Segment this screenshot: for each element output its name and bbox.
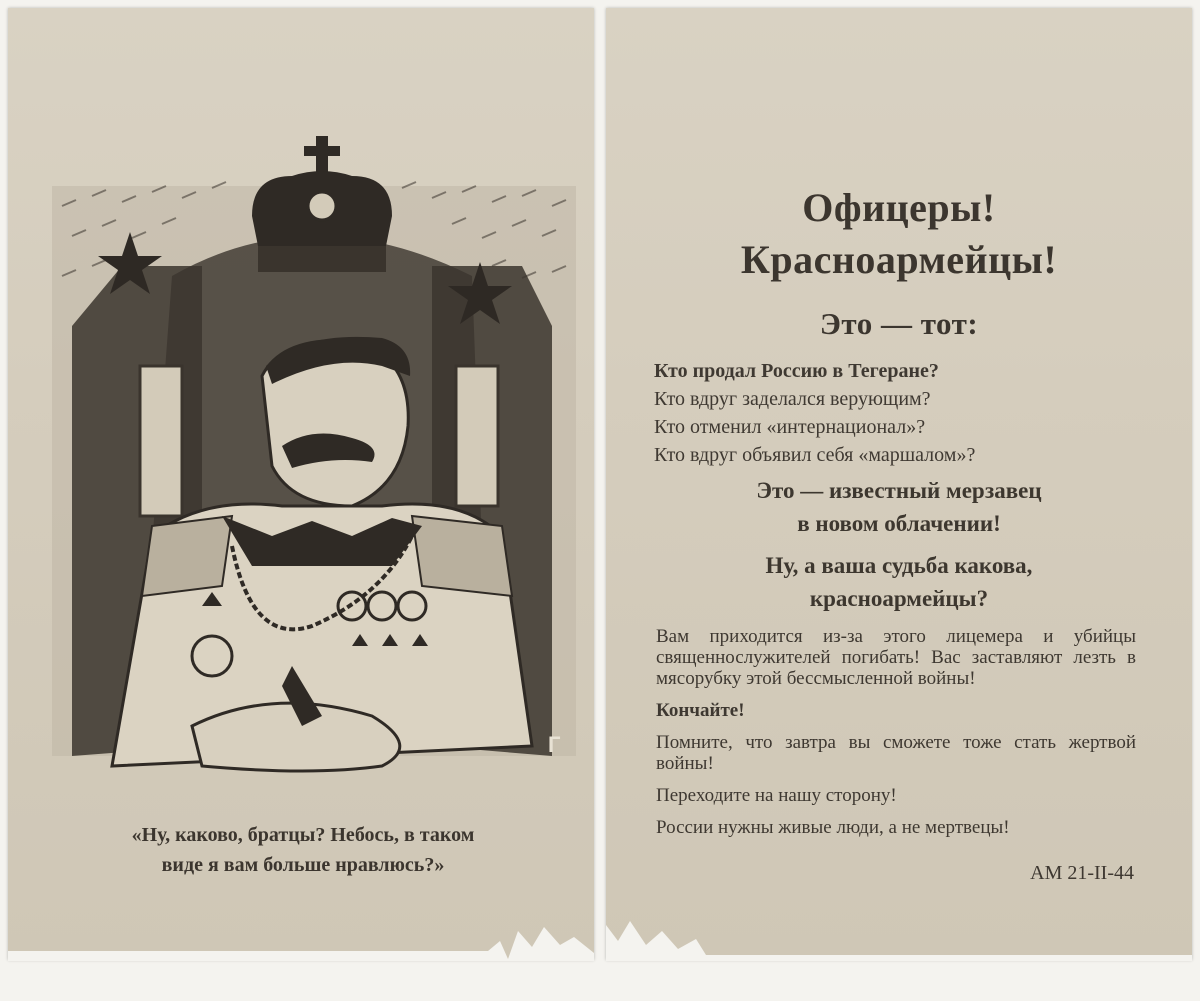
statement-1 [606, 474, 1192, 540]
paragraph: Вам приходится из-за этого лицемера и убийцы священнослужителей погибать! Вас заставляют лезть в мясорубку этой бессмысленной войны! [656, 626, 1136, 689]
question-item: Кто продал Россию в Тегеране? [654, 360, 939, 382]
caricature-caption [48, 820, 558, 880]
caption-line-1: «Ну, каково, братцы? Небось, в таком [131, 824, 475, 846]
torn-edge [8, 901, 594, 961]
question-item: Кто отменил «интернационал»? [654, 416, 926, 438]
caricature-illustration [52, 126, 576, 802]
question-item: Кто вдруг объявил себя «маршалом»? [654, 444, 976, 466]
subheadline: Это — тот: [819, 306, 979, 341]
headline-officers: Офицеры! [802, 185, 996, 230]
leaflet-front [8, 8, 594, 960]
body-paragraphs [656, 626, 1136, 849]
torn-edge [606, 901, 1192, 961]
statement-2-line-2: красноармейцы? [809, 586, 989, 611]
paragraph: Кончайте! [656, 700, 745, 721]
statement-1-line-2: в новом облачении! [797, 511, 1001, 536]
statement-1-line-1: Это — известный мерзавец [756, 478, 1042, 503]
leaflet-back [606, 8, 1192, 960]
statement-2 [606, 549, 1192, 615]
caption-line-2: виде я вам больше нравлюсь?» [161, 854, 445, 876]
paragraph: России нужны живые люди, а не мертвецы! [656, 817, 1010, 838]
question-item: Кто вдруг заделался верующим? [654, 388, 931, 410]
headline-red-army: Красноармейцы! [740, 237, 1058, 282]
artist-mark: Г [548, 732, 561, 757]
leaflet-code: АМ 21-II-44 [1030, 862, 1134, 884]
statement-2-line-1: Ну, а ваша судьба какова, [765, 553, 1033, 578]
paragraph: Помните, что завтра вы сможете тоже стать жертвой войны! [656, 732, 1136, 774]
paragraph: Переходите на нашу сторону! [656, 785, 897, 806]
question-list [654, 357, 1154, 469]
